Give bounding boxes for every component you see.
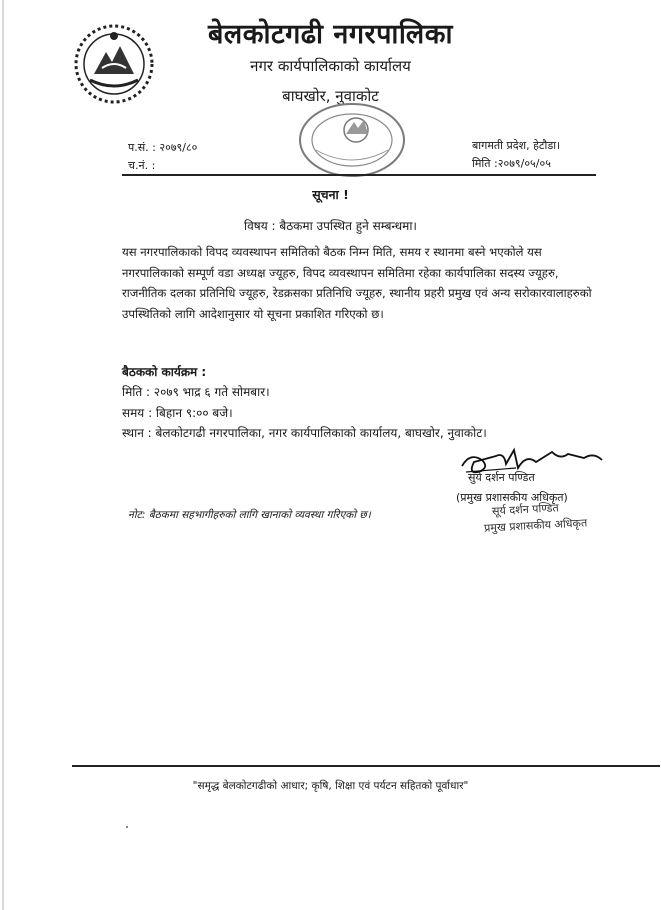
seal-title: प्रमुख प्रशासकीय अधिकृत (483, 516, 588, 535)
dispatch-number: च.नं. : (128, 159, 156, 172)
program-date: मिति : २०७९ भाद्र ६ गते सोमबार। (122, 385, 270, 399)
province-text: बागमती प्रदेश, हेटौडा। (472, 139, 561, 152)
notice-body: यस नगरपालिकाको विपद व्यवस्थापन समितिको बैठक निम्न मिति, समय र स्थानमा बस्ने भएकोले यस नगरपालिकाको सम्पूर्ण वडा अध्यक्ष ज्यूहरु, विपद व्यवस्थापन समितिमा रहेका कार्यपालिका सदस्य ज्यूहरु, राजनीतिक दलका प्रतिनिधि ज्यूहरु, रेडक्रसका प्रतिनिधि ज्यूहरु, स्थानीय प्रहरी प्रमुख एवं अन्य सरोकारवालाहरुको उपस्थितिको लागि आदेशानुसार यो सूचना प्रकाशित गरिएको छ। (122, 245, 592, 321)
office-subtitle: नगर कार्यपालिकाको कार्यालय (250, 57, 411, 75)
header-divider (122, 174, 596, 176)
program-time: समय : बिहान ९:०० बजे। (122, 406, 233, 420)
program-heading: बैठकको कार्यक्रम : (122, 365, 207, 379)
municipality-title: बेलकोटगढी नगरपालिका (208, 19, 453, 50)
letter-number: प.सं. : २०७९/८० (128, 141, 198, 154)
program-venue: स्थान : बेलकोटगढी नगरपालिका, नगर कार्यपालिकाको कार्यालय, बाघखोर, नुवाकोट। (122, 426, 487, 440)
signatory-name: सुर्य दर्शन पण्डित (468, 471, 535, 484)
notice-heading: सूचना ! (312, 187, 349, 202)
scan-speck (126, 826, 128, 828)
footer-divider (72, 765, 660, 767)
footer-slogan: "समृद्ध बेलकोटगढीको आधार; कृषि, शिक्षा एवं पर्यटन सहितको पूर्वाधार" (192, 780, 469, 792)
signatory-title: (प्रमुख प्रशासकीय अधिकृत) (456, 491, 568, 504)
letter-date: मिति :२०७९/०५/०५ (472, 157, 551, 170)
office-location: बाघखोर, नुवाकोट (282, 87, 379, 105)
meal-note: नोट: बैठकमा सहभागीहरुको लागि खानाको व्यवस्था गरिएको छ। (128, 509, 371, 521)
notice-subject: विषय : बैठकमा उपस्थित हुने सम्बन्धमा। (244, 219, 417, 233)
seal-name: सूर्य दर्शन पण्डित (491, 501, 560, 518)
scan-edge (2, 0, 4, 910)
office-round-stamp-icon (296, 100, 408, 180)
